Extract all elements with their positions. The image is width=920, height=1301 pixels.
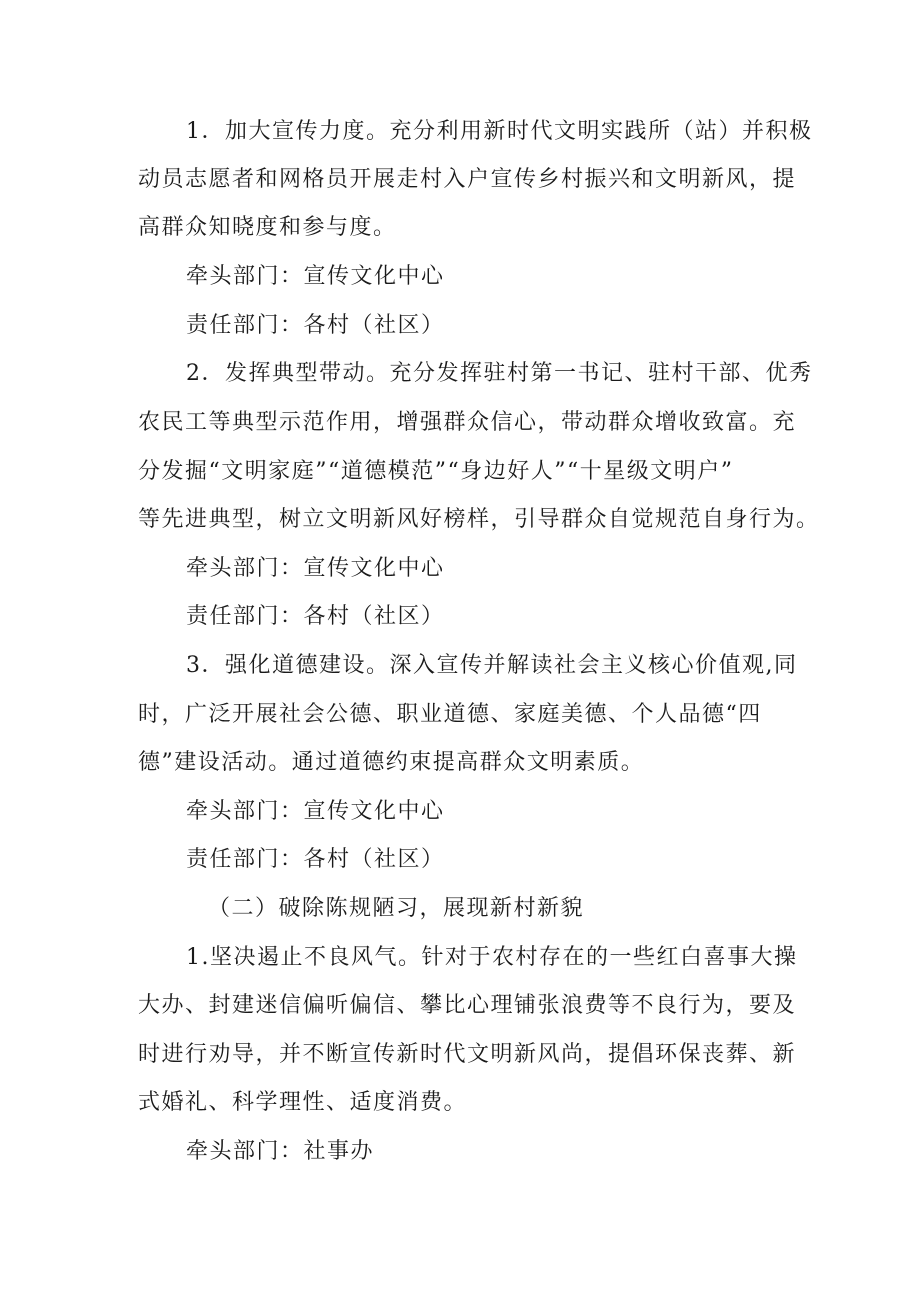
lead-department-line: 牵头部门：宣传文化中心 (186, 264, 445, 289)
responsible-department-line: 责任部门：各村（社区） (186, 313, 445, 338)
lead-department-line: 牵头部门：社事办 (186, 1139, 375, 1164)
paragraph-line: 式婚礼、科学理性、适度消费。 (138, 1090, 468, 1115)
paragraph-line: 动员志愿者和网格员开展走村入户宣传乡村振兴和文明新风，提 (138, 167, 797, 192)
lead-department-line: 牵头部门：宣传文化中心 (186, 799, 445, 824)
paragraph-line: 高群众知晓度和参与度。 (138, 215, 397, 240)
paragraph-line: 德”建设活动。通过道德约束提高群众文明素质。 (138, 750, 645, 775)
paragraph-line: 1．加大宣传力度。充分利用新时代文明实践所（站）并积极 (186, 119, 813, 144)
paragraph-line: 等先进典型，树立文明新风好榜样，引导群众自觉规范自身行为。 (138, 507, 820, 532)
paragraph-line: 大办、封建迷信偏听偏信、攀比心理铺张浪费等不良行为，要及 (138, 993, 797, 1018)
paragraph-line: 分发掘“文明家庭”“道德模范”“身边好人”“十星级文明户” (138, 459, 734, 484)
paragraph-line: 时进行劝导，并不断宣传新时代文明新风尚，提倡环保丧葬、新 (138, 1042, 797, 1067)
paragraph-line: 时，广泛开展社会公德、职业道德、家庭美德、个人品德“四 (138, 702, 762, 727)
responsible-department-line: 责任部门：各村（社区） (186, 604, 445, 629)
responsible-department-line: 责任部门：各村（社区） (186, 847, 445, 872)
paragraph-line: 1.坚决遏止不良风气。针对于农村存在的一些红白喜事大操 (186, 945, 798, 970)
paragraph-line: 2．发挥典型带动。充分发挥驻村第一书记、驻村干部、优秀 (186, 361, 813, 386)
lead-department-line: 牵头部门：宣传文化中心 (186, 556, 445, 581)
paragraph-line: 3．强化道德建设。深入宣传并解读社会主义核心价值观,同 (186, 653, 798, 678)
paragraph-line: 农民工等典型示范作用，增强群众信心，带动群众增收致富。充 (138, 410, 797, 435)
section-heading: （二）破除陈规陋习，展现新村新貌 (208, 896, 585, 921)
